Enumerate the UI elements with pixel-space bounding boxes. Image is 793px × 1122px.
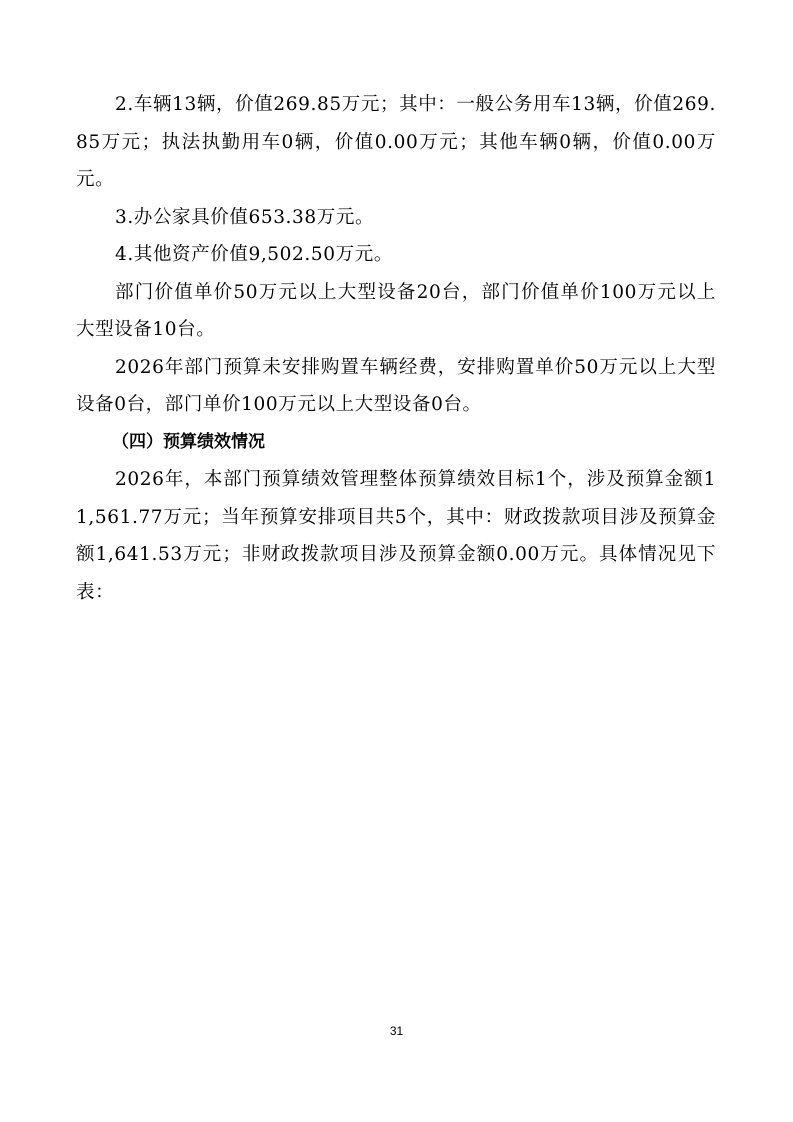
document-body: [76, 86, 716, 611]
paragraph-performance: 2026年，本部门预算绩效管理整体预算绩效目标1个，涉及预算金额11,561.77万元；当年预算安排项目共5个，其中：财政拨款项目涉及预算金额1,641.53万元；非财政拨款项目涉及预算金额0.00万元。具体情况见下表：: [76, 469, 716, 603]
paragraph-large-equipment: 部门价值单价50万元以上大型设备20台，部门价值单价100万元以上大型设备10台。: [76, 281, 716, 340]
paragraph-vehicles: 2.车辆13辆，价值269.85万元；其中：一般公务用车13辆，价值269.85万元；执法执勤用车0辆，价值0.00万元；其他车辆0辆，价值0.00万元。: [76, 94, 716, 190]
paragraph-other-assets: 4.其他资产价值9,502.50万元。: [115, 244, 393, 265]
section-heading: （四）预算绩效情况: [112, 431, 265, 452]
paragraph-office-furniture: 3.办公家具价值653.38万元。: [115, 206, 375, 228]
page-number: 31: [389, 1024, 404, 1038]
paragraph-2026-purchase: 2026年部门预算未安排购置车辆经费，安排购置单价50万元以上大型设备0台，部门单价100万元以上大型设备0台。: [76, 356, 716, 415]
